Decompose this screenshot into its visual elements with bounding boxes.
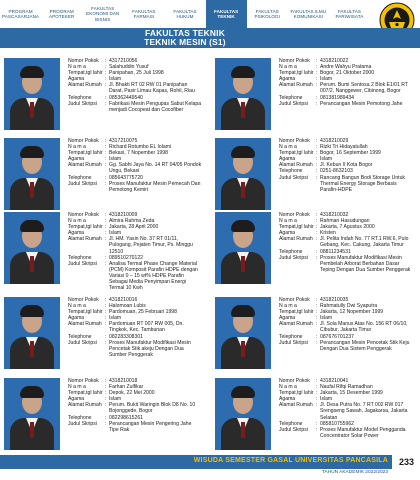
- field-label: Telephone: [279, 420, 303, 427]
- field-label: N a m a: [68, 64, 86, 71]
- field-separator: :: [316, 315, 318, 322]
- nav-tab-7[interactable]: FAKULTAS PSIKOLOGI: [254, 8, 280, 19]
- field-label: Agama: [68, 315, 85, 322]
- field-label: N a m a: [68, 303, 86, 310]
- field-separator: :: [105, 138, 107, 144]
- field-value: Islam: [320, 396, 333, 403]
- field-row-judul: [279, 255, 413, 273]
- field-value: Islam: [109, 230, 122, 237]
- field-row-judul: [68, 101, 202, 113]
- field-row-alamat: [279, 82, 413, 94]
- field-separator: :: [316, 64, 318, 71]
- field-label: Alamat Rumah: [279, 402, 313, 409]
- field-separator: :: [316, 309, 318, 316]
- field-separator: :: [316, 168, 318, 175]
- field-label: Judul Skripsi: [279, 100, 308, 107]
- field-label: Agama: [279, 76, 296, 83]
- field-separator: :: [105, 150, 107, 157]
- field-label: N a m a: [68, 218, 86, 225]
- field-value: Fabrikasi Mesin Pengupas Sabut Kelapa menjadi Cocopeat dan Cocofiber: [109, 100, 202, 113]
- field-separator: :: [105, 260, 107, 267]
- field-separator: :: [105, 297, 107, 303]
- field-label: Tempat,tgl lahir: [68, 309, 103, 316]
- field-value: Farhan Zulfikar: [109, 384, 144, 391]
- nav-tab-8[interactable]: FAKULTAS ILMU KOMUNIKASI: [290, 8, 327, 19]
- field-separator: :: [316, 212, 318, 218]
- field-label: Alamat Rumah: [279, 162, 313, 169]
- page-title-line-2: TEKNIK MESIN (S1): [144, 37, 226, 48]
- field-label: Nomor Pokok: [68, 297, 99, 303]
- field-row-judul: [68, 421, 202, 433]
- field-separator: :: [316, 321, 318, 328]
- graduate-photo: [4, 297, 60, 369]
- field-row-alamat: [279, 236, 413, 248]
- field-label: Judul Skripsi: [68, 180, 97, 187]
- field-separator: :: [316, 339, 318, 346]
- field-separator: :: [316, 58, 318, 64]
- field-value: 4318210035: [320, 297, 349, 303]
- field-value: Perancangan Mesin Pemotong Jahe: [320, 100, 403, 107]
- field-separator: :: [105, 339, 107, 346]
- field-value: Jl. HM. Yasin No. 37 RT 01/11, Pulogang, Pejaten Timur, Ps. Minggu 12510: [109, 236, 193, 255]
- field-separator: :: [105, 390, 107, 397]
- graduate-details: [279, 297, 413, 352]
- field-value: Islam: [320, 76, 333, 83]
- nav-tab-5[interactable]: FAKULTAS HUKUM: [173, 8, 197, 19]
- graduate-photo: [4, 212, 60, 284]
- field-value: 4318210016: [109, 297, 138, 303]
- field-value: Islam: [109, 396, 122, 403]
- field-separator: :: [105, 254, 107, 261]
- field-value: Rizki Tri Hidayatullah: [320, 144, 368, 151]
- field-label: Nomor Pokok: [279, 297, 310, 303]
- field-separator: :: [316, 144, 318, 151]
- field-row-judul: [68, 340, 202, 358]
- field-label: Alamat Rumah: [279, 321, 313, 328]
- field-row-alamat: [68, 162, 202, 174]
- field-separator: :: [316, 297, 318, 303]
- graduate-details: [68, 378, 202, 433]
- graduate-photo: [4, 58, 60, 130]
- field-row-judul: [68, 181, 202, 193]
- field-separator: :: [316, 100, 318, 107]
- field-label: Tempat,tgl lahir: [68, 150, 103, 157]
- field-separator: :: [105, 236, 107, 243]
- field-label: N a m a: [279, 64, 297, 71]
- field-label: Nomor Pokok: [68, 212, 99, 218]
- field-separator: :: [105, 303, 107, 310]
- field-value: Perum. Bukit Waringin Blok D8 No. 10 Bojonggede, Bogor: [109, 402, 196, 415]
- field-separator: :: [316, 378, 318, 384]
- field-separator: :: [316, 230, 318, 237]
- field-row-alamat: [279, 402, 413, 420]
- field-value: 081381989434: [320, 94, 354, 101]
- field-value: 085810755962: [320, 420, 354, 427]
- field-value: 0251-8632103: [320, 168, 353, 175]
- field-value: Bekasi, 7 Nopember 1998: [109, 150, 168, 157]
- field-label: N a m a: [279, 384, 297, 391]
- field-separator: :: [316, 426, 318, 433]
- field-value: Islam: [320, 156, 333, 163]
- field-separator: :: [105, 230, 107, 237]
- field-value: Salahuddin Yusuf: [109, 64, 149, 71]
- field-separator: :: [316, 174, 318, 181]
- field-separator: :: [316, 303, 318, 310]
- graduate-photo: [215, 58, 271, 130]
- field-value: Andre Wahyu Pratama: [320, 64, 372, 71]
- field-value: Bogor, 16 September 1999: [320, 150, 381, 157]
- field-separator: :: [105, 378, 107, 384]
- footer-subtitle: TAHUN AKADEMIK 2022/2023: [321, 470, 388, 475]
- field-value: 087676701237: [320, 333, 354, 340]
- field-label: Agama: [68, 76, 85, 83]
- field-value: 4317210075: [109, 138, 138, 144]
- field-separator: :: [316, 82, 318, 89]
- field-value: 085362449540: [109, 94, 143, 101]
- field-row-alamat: [68, 402, 202, 414]
- field-label: N a m a: [68, 384, 86, 391]
- field-label: Judul Skripsi: [279, 174, 308, 181]
- top-navigation: [0, 0, 420, 28]
- field-separator: :: [316, 224, 318, 231]
- field-value: Jl. Bhakti RT 02 RW 01 Panipahan Darat, Pasir Limau Kapas, Rohil, Riau: [109, 82, 195, 95]
- field-value: Pardomuan, 25 Februari 1998: [109, 309, 177, 316]
- graduate-photo: [215, 297, 271, 369]
- field-value: 4318210041: [320, 378, 349, 384]
- field-label: Judul Skripsi: [68, 100, 97, 107]
- field-label: Tempat,tgl lahir: [279, 150, 314, 157]
- field-row-judul: [279, 101, 413, 107]
- field-label: Alamat Rumah: [68, 82, 102, 89]
- field-label: Tempat,tgl lahir: [279, 224, 314, 231]
- field-row-judul: [279, 427, 413, 439]
- field-label: Judul Skripsi: [68, 420, 97, 427]
- field-label: Alamat Rumah: [279, 236, 313, 243]
- field-separator: :: [105, 384, 107, 391]
- field-separator: :: [105, 414, 107, 421]
- field-value: 4318210032: [320, 212, 349, 218]
- field-label: Alamat Rumah: [68, 236, 102, 243]
- field-separator: :: [105, 396, 107, 403]
- field-label: Tempat,tgl lahir: [279, 70, 314, 77]
- field-separator: :: [316, 384, 318, 391]
- field-separator: :: [316, 94, 318, 101]
- graduate-details: [68, 58, 202, 113]
- field-separator: :: [105, 321, 107, 328]
- field-value: Pardomuan RT 007 RW 005, Dn. Tingkok, Kec. Tambunan: [109, 321, 184, 334]
- field-value: 4318210018: [109, 378, 138, 384]
- page-title-line-1: FAKULTAS TEKNIK: [145, 28, 225, 38]
- field-value: Jl. Desa Putra No. 7 RT 002 RW 017 Srengseng Sawah, Jagakarsa, Jakarta Selatan: [320, 402, 408, 421]
- field-value: Perum. Bumi Sentosa 2 Blok E1/01 RT 007/2, Nanggewer, Cibinong, Bogor: [320, 82, 408, 95]
- field-separator: :: [105, 162, 107, 169]
- field-value: Jakarta, 28 April 2000: [109, 224, 159, 231]
- field-label: Agama: [68, 156, 85, 163]
- field-value: Jakarta, 15 Desember 1999: [320, 390, 383, 397]
- graduate-details: [279, 58, 413, 107]
- field-label: Agama: [279, 315, 296, 322]
- field-label: Tempat,tgl lahir: [279, 390, 314, 397]
- field-value: Islam: [109, 156, 122, 163]
- graduate-details: [279, 138, 413, 193]
- field-label: Alamat Rumah: [279, 82, 313, 89]
- field-value: Halomoan Lubis: [109, 303, 146, 310]
- field-value: 4318210022: [320, 58, 349, 64]
- field-label: Nomor Pokok: [68, 378, 99, 384]
- field-value: 082298615261: [109, 414, 143, 421]
- field-separator: :: [316, 390, 318, 397]
- field-label: Telephone: [68, 174, 92, 181]
- field-label: N a m a: [279, 144, 297, 151]
- field-separator: :: [105, 309, 107, 316]
- field-label: Tempat,tgl lahir: [68, 390, 103, 397]
- field-separator: :: [105, 315, 107, 322]
- nav-tab-6[interactable]: FAKULTAS TEKNIK: [206, 0, 247, 28]
- field-label: Alamat Rumah: [68, 162, 102, 169]
- field-separator: :: [105, 224, 107, 231]
- field-label: Nomor Pokok: [68, 138, 99, 144]
- field-label: N a m a: [68, 144, 86, 151]
- field-label: Telephone: [68, 414, 92, 421]
- field-label: Judul Skripsi: [279, 426, 308, 433]
- field-value: Analisa Termal Phase Change Material (PCM) Komposit Parafin HDPE dengan Variasi 0 – 15 wt% HDPE Parafin Sebagai Media Penyimpan Energi Termal 10 Kwh: [109, 260, 198, 292]
- field-separator: :: [105, 402, 107, 409]
- field-value: Rahman Hasudungan: [320, 218, 370, 225]
- field-value: Proses Manufaktur Modifikasi Mesin Pembelah Arborat Berbahan Dasar Teping Dengan Dua Sumber Penggerak: [320, 254, 411, 273]
- field-label: Nomor Pokok: [279, 58, 310, 64]
- field-label: Agama: [279, 396, 296, 403]
- field-separator: :: [105, 174, 107, 181]
- field-label: Alamat Rumah: [68, 321, 102, 328]
- field-separator: :: [316, 254, 318, 261]
- field-label: Nomor Pokok: [279, 378, 310, 384]
- field-value: Islam: [320, 315, 333, 322]
- field-value: 4318210009: [109, 212, 138, 218]
- field-row-alamat: [68, 321, 202, 333]
- field-separator: :: [316, 420, 318, 427]
- page-number: 233: [398, 457, 415, 467]
- graduate-details: [68, 138, 202, 193]
- field-separator: :: [105, 218, 107, 225]
- field-value: Proses Manufaktur Mesin Pemecah Dan Pemotong Kemiri: [109, 180, 201, 193]
- field-value: Gg. Sabhi Jaya No. 14 RT 04/05 Pondok Ungu, Bekasi: [109, 162, 202, 175]
- nav-tab-1[interactable]: PROGRAM PASCASARJANA: [2, 8, 40, 19]
- field-label: Judul Skripsi: [279, 339, 308, 346]
- field-value: Perancangan Mesin Pencetak Stik Keju Dengan Dua Sistem Penggerak: [320, 339, 410, 352]
- field-label: Tempat,tgl lahir: [68, 70, 103, 77]
- field-value: Jakarta, 7 Agustus 2000: [320, 224, 375, 231]
- field-separator: :: [105, 180, 107, 187]
- field-separator: :: [316, 156, 318, 163]
- graduate-details: [279, 378, 413, 439]
- nav-tab-9[interactable]: FAKULTAS PARIWISATA: [335, 8, 364, 19]
- field-separator: :: [316, 138, 318, 144]
- field-separator: :: [316, 218, 318, 225]
- field-separator: :: [105, 333, 107, 340]
- field-separator: :: [316, 150, 318, 157]
- graduate-photo: [4, 378, 60, 450]
- graduate-details: [68, 297, 202, 358]
- field-value: 085643775720: [109, 174, 143, 181]
- field-value: 089510270122: [109, 254, 143, 261]
- field-value: Proses Manufaktur Modifikasi Mesin Pencetak Stik akeju Dengan Dua Sumber Penggerak: [109, 339, 191, 358]
- field-label: Agama: [68, 230, 85, 237]
- field-separator: :: [105, 76, 107, 83]
- field-row-judul: [279, 340, 413, 352]
- field-separator: :: [105, 420, 107, 427]
- field-separator: :: [316, 162, 318, 169]
- field-label: Judul Skripsi: [68, 260, 97, 267]
- field-separator: :: [316, 333, 318, 340]
- nav-tab-3[interactable]: FAKULTAS EKONOMI DAN BISNIS: [86, 5, 120, 22]
- field-value: Panipahan, 25 Juli 1998: [109, 70, 164, 77]
- field-value: Islam: [109, 76, 122, 83]
- field-value: Jl. Sola Manus Atas No. 156 RT 06/10, Cibubur, Jakarta Timur: [320, 321, 408, 334]
- nav-tab-2[interactable]: PROGRAM APOTEKER: [48, 8, 75, 19]
- field-value: Jl. Kebun II Kota Bogor: [320, 162, 373, 169]
- field-separator: :: [105, 94, 107, 101]
- field-value: Naufal Rifqi Ramadhan: [320, 384, 373, 391]
- field-row-alamat: [68, 82, 202, 94]
- field-separator: :: [105, 144, 107, 151]
- field-value: Jl. Pelita Indah No. 77 RT.1 RW.6, Pulo Gebang, Kec. Cakung, Jakarta Timur: [320, 236, 409, 249]
- field-separator: :: [316, 70, 318, 77]
- field-label: Agama: [279, 156, 296, 163]
- field-label: Judul Skripsi: [279, 254, 308, 261]
- field-label: Nomor Pokok: [68, 58, 99, 64]
- field-value: 4317210056: [109, 58, 138, 64]
- field-separator: :: [105, 58, 107, 64]
- field-separator: :: [105, 156, 107, 163]
- graduate-photo: [4, 138, 60, 210]
- footer-title: WISUDA SEMESTER GASAL UNIVERSITAS PANCASILA: [193, 457, 388, 464]
- field-separator: :: [105, 100, 107, 107]
- field-label: Agama: [279, 230, 296, 237]
- nav-tab-4[interactable]: FAKULTAS FARMASI: [132, 8, 156, 19]
- field-label: Judul Skripsi: [68, 339, 97, 346]
- field-separator: :: [316, 402, 318, 409]
- field-label: Nomor Pokok: [279, 138, 310, 144]
- graduate-photo: [215, 212, 271, 284]
- field-label: Telephone: [279, 333, 303, 340]
- field-separator: :: [105, 82, 107, 89]
- field-label: Telephone: [68, 94, 92, 101]
- field-separator: :: [105, 212, 107, 218]
- page-title: [0, 28, 370, 48]
- field-label: Telephone: [279, 248, 303, 255]
- field-label: Tempat,tgl lahir: [68, 224, 103, 231]
- field-value: Rancang Bangun Bodi Storage Untuk Thermal Energy Storage Berbasis Parafin-HDPE: [320, 174, 405, 193]
- field-value: 08811234531: [320, 248, 351, 255]
- field-row-alamat: [68, 236, 202, 254]
- graduate-details: [68, 212, 202, 291]
- field-separator: :: [105, 64, 107, 71]
- field-separator: :: [316, 396, 318, 403]
- field-value: Perancangan Mesin Pengering Jahe Tipe Rak: [109, 420, 192, 433]
- field-label: N a m a: [279, 218, 297, 225]
- field-value: Bogor, 21 Oktober 2000: [320, 70, 375, 77]
- field-label: Telephone: [279, 94, 303, 101]
- field-value: Jakarta, 12 Nopember 1999: [320, 309, 384, 316]
- field-value: Rahmatully Dwi Syaputra: [320, 303, 378, 310]
- graduate-details: [279, 212, 413, 273]
- field-label: Telephone: [279, 168, 303, 175]
- field-separator: :: [316, 236, 318, 243]
- field-label: Agama: [68, 396, 85, 403]
- field-label: Telephone: [68, 333, 92, 340]
- field-separator: :: [316, 248, 318, 255]
- field-value: Proses Manufaktur Model Pengganda Concentrator Solar Power: [320, 426, 406, 439]
- field-row-judul: [68, 261, 202, 291]
- field-label: N a m a: [279, 303, 297, 310]
- field-value: Depok, 22 Mei 2000: [109, 390, 155, 397]
- field-label: Nomor Pokok: [279, 212, 310, 218]
- field-value: Richard Rotumbo EL Iolami: [109, 144, 172, 151]
- field-label: Alamat Rumah: [68, 402, 102, 409]
- field-row-judul: [279, 175, 413, 193]
- field-separator: :: [105, 70, 107, 77]
- field-value: Kristen: [320, 230, 336, 237]
- field-value: 082283308301: [109, 333, 143, 340]
- field-label: Tempat,tgl lahir: [279, 309, 314, 316]
- graduate-photo: [215, 138, 271, 210]
- field-value: Islam: [109, 315, 122, 322]
- graduate-photo: [215, 378, 271, 450]
- field-label: Telephone: [68, 254, 92, 261]
- faculty-nav-bar: [0, 0, 370, 28]
- field-row-alamat: [279, 321, 413, 333]
- field-separator: :: [316, 76, 318, 83]
- field-value: Almira Rahma Zeda: [109, 218, 155, 225]
- field-value: 4318210029: [320, 138, 349, 144]
